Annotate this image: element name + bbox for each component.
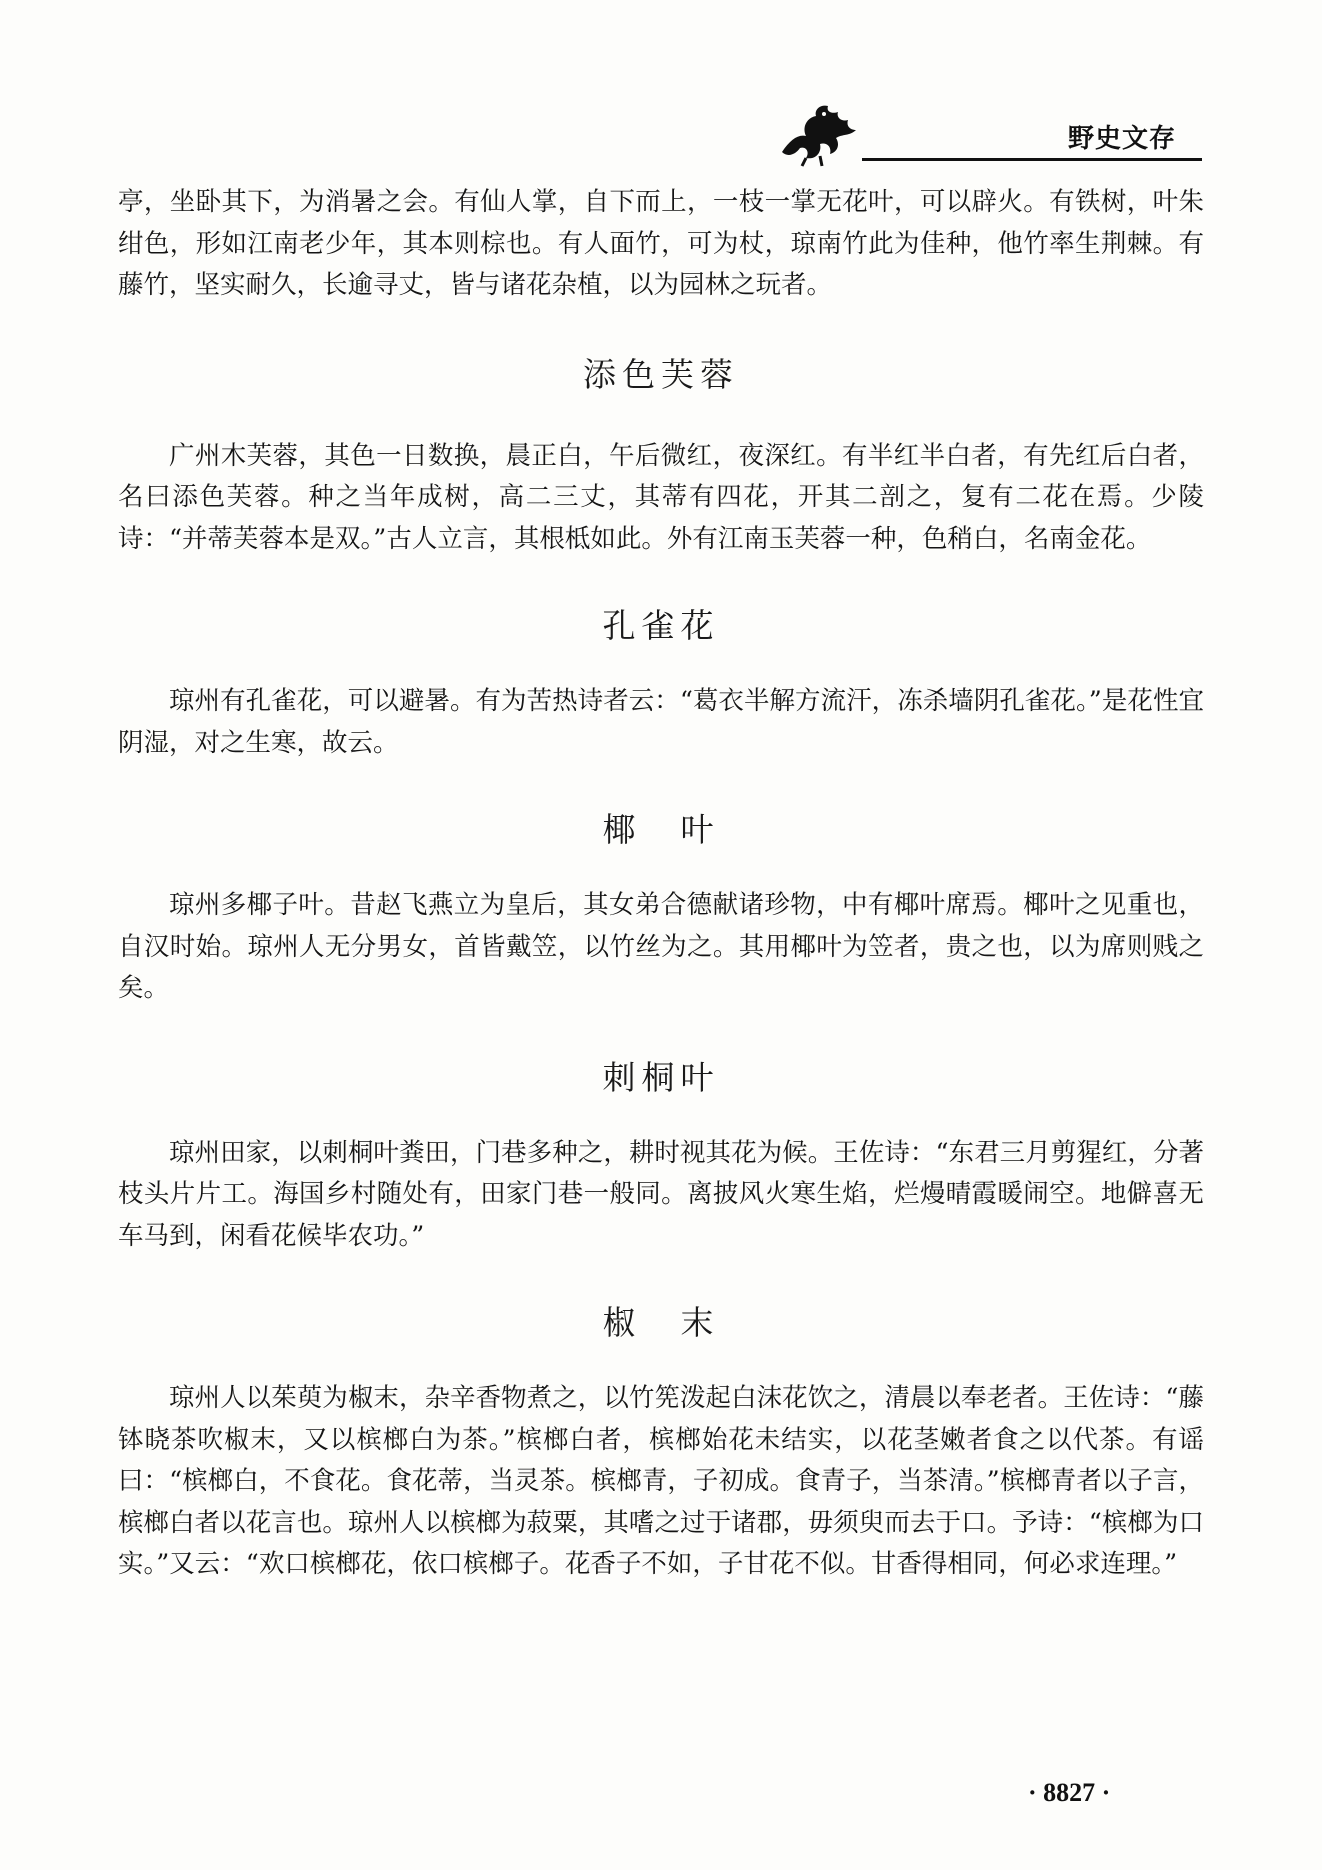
section-paragraph-ye-ye: 琼州多椰子叶。昔赵飞燕立为皇后，其女弟合德献诸珍物，中有椰叶席焉。椰叶之见重也，自汉时始。琼州人无分男女，首皆戴笠，以竹丝为之。其用椰叶为笠者，贵之也，以为席则贱之矣。 — [118, 890, 1204, 1003]
section-paragraph-tianse-furong: 广州木芙蓉，其色一日数换，晨正白，午后微红，夜深红。有半红半白者，有先红后白者，名曰添色芙蓉。种之当年成树，高二三丈，其蒂有四花，开其二剖之，复有二花在焉。少陵诗：“并蒂芙蓉本是双。”古人立言，其根柢如此。外有江南玉芙蓉一种，色稍白，名南金花。 — [118, 440, 1204, 554]
continued-paragraph: 亭，坐卧其下，为消暑之会。有仙人掌，自下而上，一枝一掌无花叶，可以辟火。有铁树，叶朱绀色，形如江南老少年，其本则棕也。有人面竹，可为杖，琼南竹此为佳种，他竹率生荆棘。有藤竹，坚实耐久，长逾寻丈，皆与诸花杂植，以为园林之玩者。 — [118, 187, 1204, 300]
section-title-ye-ye: 椰 叶 — [602, 810, 720, 849]
section-title-kongque-hua: 孔雀花 — [602, 606, 720, 645]
header-rule — [862, 158, 1202, 161]
page-body — [118, 182, 1204, 1586]
page-number: · 8827 · — [1028, 1778, 1111, 1807]
section-title-citong-ye: 刺桐叶 — [602, 1057, 720, 1097]
section-paragraph-jiao-mo: 琼州人以茱萸为椒末，杂辛香物煮之，以竹筅泼起白沫花饮之，清晨以奉老者。王佐诗：“藤钵晓茶吹椒末，又以槟榔白为茶。”槟榔白者，槟榔始花未结实，以花茎嫩者食之以代茶。有谣曰：“槟榔白，不食花。食花蒂，当灵茶。槟榔青，子初成。食青子，当茶清。”槟榔青者以子言，槟榔白者以花言也。琼州人以槟榔为菽粟，其嗜之过于诸郡，毋须臾而去于口。予诗：“槟榔为口实。”又云：“欢口槟榔花，依口槟榔子。花香子不如，子甘花不似。甘香得相同，何必求连理。” — [118, 1383, 1204, 1579]
page-header — [0, 0, 1322, 170]
section-title-tianse-furong: 添色芙蓉 — [583, 354, 739, 394]
section-paragraph-citong-ye: 琼州田家，以刺桐叶粪田，门巷多种之，耕时视其花为候。王佐诗：“东君三月剪猩红，分著枝头片片工。海国乡村随处有，田家门巷一般同。离披风火寒生焰，烂熳晴霞暖闹空。地僻喜无车马到，闲看花候毕农功。” — [118, 1137, 1204, 1251]
section-title-jiao-mo: 椒 末 — [602, 1303, 720, 1342]
dragon-emblem-icon — [776, 100, 862, 168]
section-paragraph-kongque-hua: 琼州有孔雀花，可以避暑。有为苦热诗者云：“葛衣半解方流汗，冻杀墙阴孔雀花。”是花性宜阴湿，对之生寒，故云。 — [118, 686, 1204, 758]
series-title: 野史文存 — [1068, 124, 1177, 154]
